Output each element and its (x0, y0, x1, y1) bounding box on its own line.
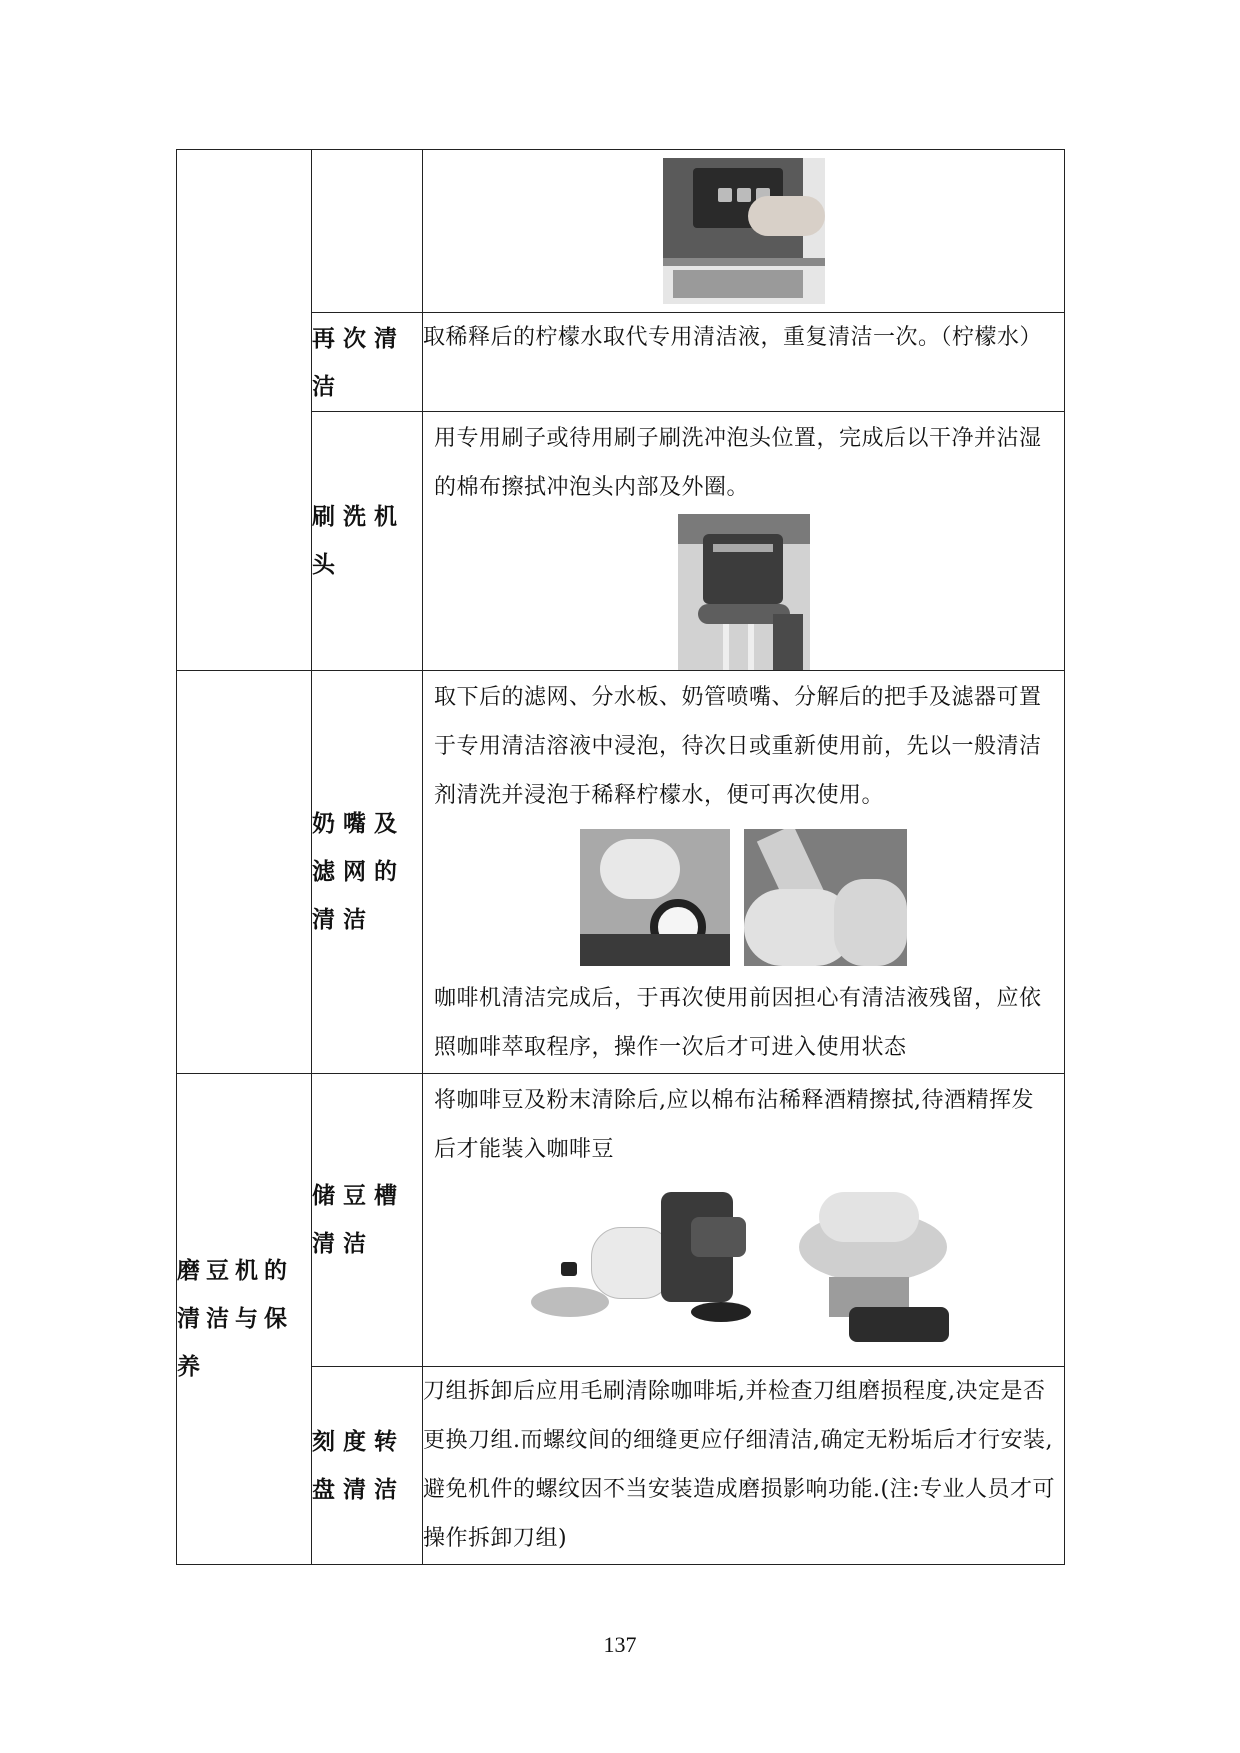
category-cell-empty (177, 671, 312, 1074)
table-row (177, 1074, 1065, 1367)
espresso-control-panel-photo (663, 158, 825, 304)
subcategory-cell: 刻度转盘清洁 (312, 1367, 423, 1565)
subcategory-cell: 储豆槽清洁 (312, 1074, 423, 1367)
table-row (177, 150, 1065, 313)
page-number: 137 (603, 1632, 637, 1657)
description-text: 用专用刷子或待用刷子刷洗冲泡头位置，完成后以干净并沾湿的棉布擦拭冲泡头内部及外圈。 (434, 426, 1042, 500)
description-cell (423, 412, 1065, 671)
description-cell (423, 150, 1065, 313)
table-row (177, 671, 1065, 1074)
description-cell: 刀组拆卸后应用毛刷清除咖啡垢,并检查刀组磨损程度,决定是否更换刀组.而螺纹间的细缝更应仔细清洁,确定无粉垢后才行安装,避免机件的螺纹因不当安装造成磨损影响功能.(注:专业人员才可操作拆卸刀组) (423, 1367, 1065, 1565)
filter-cleaning-photo (580, 829, 730, 966)
nozzle-cleaning-photo (744, 829, 907, 966)
subcategory-cell: 再次清洁 (312, 313, 423, 412)
description-cell (423, 671, 1065, 1074)
subcategory-cell-empty (312, 150, 423, 313)
subcategory-cell: 奶嘴及滤网的清洁 (312, 671, 423, 1074)
category-cell-empty (177, 150, 312, 671)
bean-hopper-cleaning-photo (789, 1192, 957, 1342)
description-text: 取下后的滤网、分水板、奶管喷嘴、分解后的把手及滤器可置于专用清洁溶液中浸泡，待次日或重新使用前，先以一般清洁剂清洗并浸泡于稀释柠檬水，便可再次使用。 (434, 685, 1042, 808)
description-note: 咖啡机清洁完成后，于再次使用前因担心有清洁液残留，应依照咖啡萃取程序，操作一次后才可进入使用状态 (434, 986, 1042, 1060)
description-cell (423, 1074, 1065, 1367)
description-text: 将咖啡豆及粉末清除后,应以棉布沾稀释酒精擦拭,待酒精挥发后才能装入咖啡豆 (434, 1088, 1034, 1162)
category-cell: 磨豆机的清洁与保养 (177, 1074, 312, 1565)
subcategory-cell: 刷洗机头 (312, 412, 423, 671)
brew-head-photo (678, 514, 810, 670)
disassembled-grinder-photo (531, 1192, 769, 1342)
cleaning-procedure-table (176, 149, 1065, 1565)
description-cell: 取稀释后的柠檬水取代专用清洁液，重复清洁一次。（柠檬水） (423, 313, 1065, 412)
